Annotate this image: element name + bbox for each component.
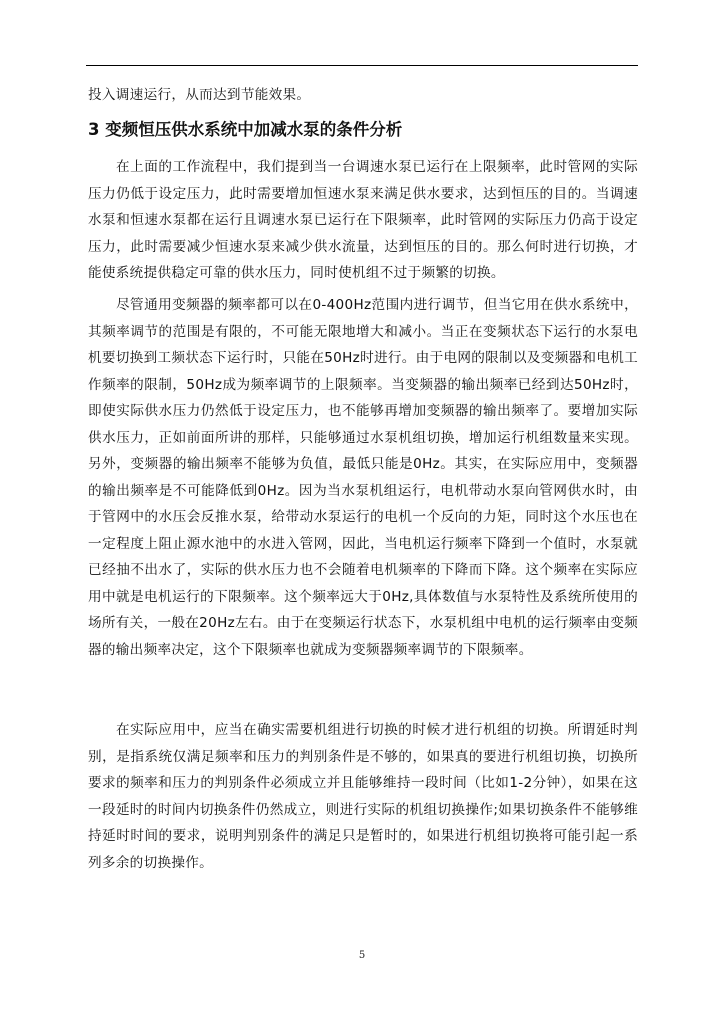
intro-line: 投入调速运行，从而达到节能效果。: [88, 87, 311, 103]
page-number: 5: [358, 950, 366, 961]
section-heading: 3 变频恒压供水系统中加减水泵的条件分析: [88, 120, 403, 139]
header-rule: [86, 65, 638, 66]
paragraph-3: 在实际应用中，应当在确实需要机组进行切换的时候才进行机组的切换。所谓延时判别，是指系统仅满足频率和压力的判别条件是不够的，如果真的要进行机组切换，切换所要求的频率和压力的判别条件必须成立并且能够维持一段时间（比如1-2分钟），如果在这一段延时的时间内切换条件仍然成立，则进行实际的机组切换操作;如果切换条件不能够维持延时时间的要求，说明判别条件的满足只是暂时的，如果进行机组切换将可能引起一系列多余的切换操作。: [88, 722, 638, 871]
paragraph-1: 在上面的工作流程中，我们提到当一台调速水泵已运行在上限频率，此时管网的实际压力仍低于设定压力，此时需要增加恒速水泵来满足供水要求，达到恒压的目的。当调速水泵和恒速水泵都在运行且调速水泵已运行在下限频率，此时管网的实际压力仍高于设定压力，此时需要减少恒速水泵来减少供水流量，达到恒压的目的。那么何时进行切换，才能使系统提供稳定可靠的供水压力，同时使机组不过于频繁的切换。: [88, 159, 638, 281]
paragraph-2: 尽管通用变频器的频率都可以在0-400Hz范围内进行调节，但当它用在供水系统中，其频率调节的范围是有限的，不可能无限地增大和减小。当正在变频状态下运行的水泵电机要切换到工频状态下运行时，只能在50Hz时进行。由于电网的限制以及变频器和电机工作频率的限制，50Hz成为频率调节的上限频率。当变频器的输出频率已经到达50Hz时，即使实际供水压力仍然低于设定压力，也不能够再增加变频器的输出频率了。要增加实际供水压力，正如前面所讲的那样，只能够通过水泵机组切换，增加运行机组数量来实现。另外，变频器的输出频率不能够为负值，最低只能是0Hz。其实，在实际应用中，变频器的输出频率是不可能降低到0Hz。因为当水泵机组运行，电机带动水泵向管网供水时，由于管网中的水压会反推水泵，给带动水泵运行的电机一个反向的力矩，同时这个水压也在一定程度上阻止源水池中的水进入管网，因此，当电机运行频率下降到一个值时，水泵就已经抽不出水了，实际的供水压力也不会随着电机频率的下降而下降。这个频率在实际应用中就是电机运行的下限频率。这个频率远大于0Hz,具体数值与水泵特性及系统所使用的场所有关，一般在20Hz左右。由于在变频运行状态下，水泵机组中电机的运行频率由变频器的输出频率决定，这个下限频率也就成为变频器频率调节的下限频率。: [88, 297, 638, 658]
